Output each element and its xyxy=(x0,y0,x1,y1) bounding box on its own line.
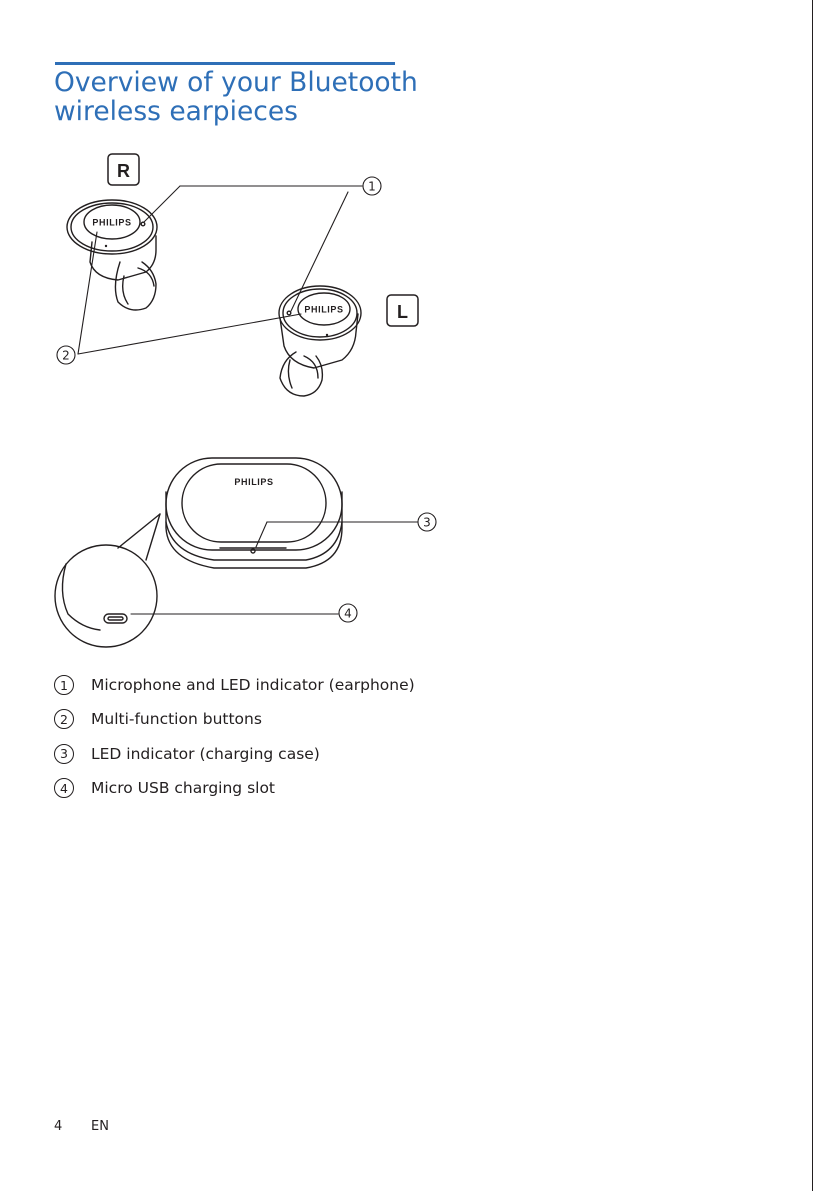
left-earbud xyxy=(279,286,361,396)
callout-2 xyxy=(57,346,75,364)
right-earbud-brand: PHILIPS xyxy=(92,217,132,228)
usb-detail-zoom xyxy=(55,514,160,647)
charging-case-brand: PHILIPS xyxy=(234,477,274,487)
page-title-line-1: Overview of your Bluetooth xyxy=(54,67,418,98)
legend-item xyxy=(54,743,415,777)
legend-number: 3 xyxy=(54,744,74,764)
legend-text: Micro USB charging slot xyxy=(91,779,276,798)
callout-2-number: 2 xyxy=(62,348,70,363)
legend-number: 2 xyxy=(54,709,74,729)
callout-4-number: 4 xyxy=(344,606,352,621)
parts-legend xyxy=(54,674,415,812)
page-title-line-2: wireless earpieces xyxy=(54,96,298,127)
callout-4 xyxy=(339,604,357,622)
left-side-label: L xyxy=(397,302,408,322)
callout-leaders-earbuds xyxy=(78,186,362,354)
callout-3 xyxy=(418,513,436,531)
callout-1-number: 1 xyxy=(368,179,376,194)
legend-number: 4 xyxy=(54,778,74,798)
right-side-label: R xyxy=(117,161,130,181)
callout-3-number: 3 xyxy=(423,515,431,530)
legend-number: 1 xyxy=(54,675,74,695)
legend-item xyxy=(54,674,415,708)
left-side-tag xyxy=(387,295,418,326)
right-side-tag xyxy=(108,154,139,185)
language-code: EN xyxy=(91,1119,109,1134)
legend-text: Multi-function buttons xyxy=(91,710,262,729)
legend-item xyxy=(54,777,415,811)
legend-text: LED indicator (charging case) xyxy=(91,744,320,763)
legend-item xyxy=(54,708,415,742)
callout-1 xyxy=(363,177,381,195)
page-number: 4 xyxy=(54,1119,63,1134)
left-earbud-brand: PHILIPS xyxy=(304,304,344,315)
right-earbud xyxy=(67,200,157,310)
charging-case xyxy=(166,458,342,568)
legend-text: Microphone and LED indicator (earphone) xyxy=(91,676,415,694)
